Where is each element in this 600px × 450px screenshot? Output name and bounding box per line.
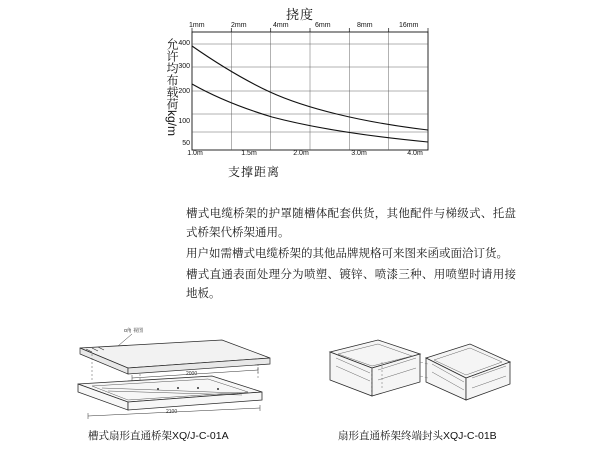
paragraph-3: 槽式直通表面处理分为喷塑、镀锌、喷漆三种、用喷塑时请用接地板。 [186, 269, 516, 300]
chart-y-axis-label: 允许均布载荷kg/m [165, 38, 179, 137]
chart-plot-area [0, 0, 600, 185]
y-tick-100: 100 [178, 118, 190, 125]
figure-end-cap [320, 318, 520, 442]
x-tick-3: 3.0m [351, 150, 367, 157]
paragraph-2: 用户如需槽式电缆桥架的其他品牌规格可来图来函或面洽订货。 [186, 248, 508, 260]
top-tick-0: 1mm [189, 22, 205, 29]
top-tick-3: 6mm [315, 22, 331, 29]
y-tick-300: 300 [178, 63, 190, 70]
top-tick-5: 16mm [399, 22, 419, 29]
description-text [186, 205, 516, 306]
figure-tray-drawing [62, 318, 282, 423]
x-tick-1: 1.5m [241, 150, 257, 157]
figure-tray-assembly [62, 318, 282, 442]
figure-right-caption: 扇形直通桥架终端封头XQJ-C-01B [338, 430, 497, 442]
y-tick-200: 200 [178, 88, 190, 95]
x-tick-0: 1.0m [187, 150, 203, 157]
chart-x-axis-label: 支撑距离 [228, 165, 281, 179]
dim-2000: 2000 [186, 371, 198, 377]
figure-left-caption: 槽式扇形直通桥架XQ/J-C-01A [88, 430, 229, 442]
top-tick-4: 8mm [357, 22, 373, 29]
dim-2100: 2100 [166, 409, 178, 415]
paragraph-1: 槽式电缆桥架的护罩随槽体配套供货，其他配件与梯级式、托盘式桥架代桥架通用。 [186, 208, 516, 239]
top-tick-1: 2mm [231, 22, 247, 29]
top-tick-2: 4mm [273, 22, 289, 29]
figure-endcap-drawing [320, 318, 520, 423]
y-tick-400: 400 [178, 40, 190, 47]
deflection-chart [0, 0, 600, 185]
chart-title: 挠度 [285, 7, 314, 22]
y-tick-50: 50 [182, 140, 190, 147]
fig-left-note: ɑ角 视图 [124, 328, 144, 334]
x-tick-4: 4.0m [407, 150, 423, 157]
x-tick-2: 2.0m [293, 150, 309, 157]
